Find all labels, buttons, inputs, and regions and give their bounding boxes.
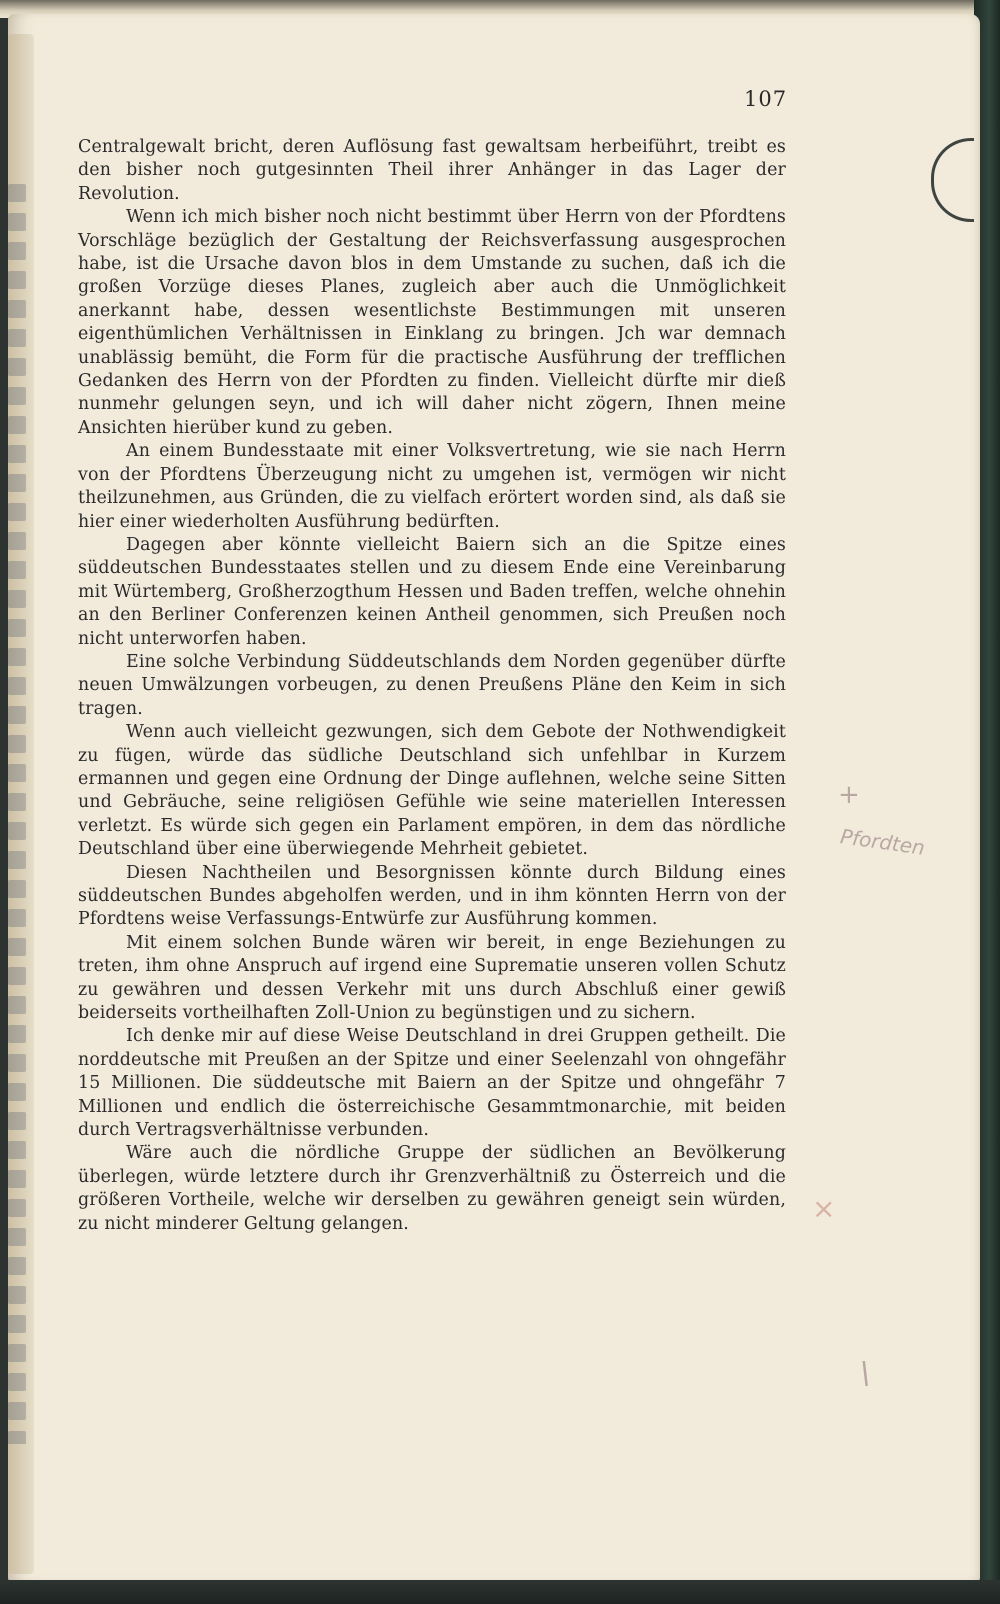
paragraph: Diesen Nachtheilen und Besorgnissen könnte durch Bildung eines süddeutschen Bundes abgeholfen werden, und in ihm könnten Herrn von der Pfordtens weise Verfassungs-Entwürfe zur Ausführung kommen. <box>78 862 786 930</box>
paragraph: Ich denke mir auf diese Weise Deutschland in drei Gruppen getheilt. Die norddeutsche mit Preußen an der Spitze und einer Seelenzahl von ohngefähr 15 Millionen. Die süddeutsche mit Baiern an der Spitze und ohngefähr 7 Millionen und endlich die österreichische Gesammtmonarchie, mit beiden durch Vertragsverhältnisse verbunden. <box>78 1026 786 1141</box>
paragraph: Centralgewalt bricht, deren Auflösung fast gewaltsam herbeiführt, treibt es den bisher noch gutgesinnten Theil ihrer Anhänger in das Lager der Revolution. <box>78 137 786 204</box>
facing-page-bleed <box>8 184 32 1444</box>
pencil-note: × <box>812 1192 836 1225</box>
paragraph: An einem Bundesstaate mit einer Volksvertretung, wie sie nach Herrn von der Pfordtens Überzeugung nicht zu umgehen ist, vermögen wir nicht theilzunehmen, aus Gründen, die zu vielfach erörtert worden sind, als daß sie hier einer wiederholten Ausführung bedürften. <box>78 441 786 532</box>
paragraph: Wenn ich mich bisher noch nicht bestimmt über Herrn von der Pfordtens Vorschläge bezüglich der Gestaltung der Reichsverfassung ausgesprochen habe, ist die Ursache davon blos in dem Umstande zu suchen, daß ich die großen Vorzüge dieses Planes, zugleich aber auch die Unmöglichkeit anerkannt habe, dessen wesentlichste Bestimmungen mit unseren eigenthümlichen Verhältnissen in Einklang zu bringen. Jch war demnach unablässig bemüht, die Form für die practische Ausführung der trefflichen Gedanken des Herrn von der Pfordten zu finden. Vielleicht dürfte mir dieß nunmehr gelungen seyn, und ich will daher nicht zögern, Ihnen meine Ansichten hierüber kund zu geben. <box>78 207 786 438</box>
page-number: 107 <box>744 87 788 111</box>
paragraph: Dagegen aber könnte vielleicht Baiern sich an die Spitze eines süddeutschen Bundesstaates stellen und zu diesem Ende eine Vereinbarung mit Würtemberg, Großherzogthum Hessen und Baden treffen, welche ohnehin an den Berliner Conferenzen keinen Antheil genommen, sich Preußen noch nicht unterworfen haben. <box>78 534 786 649</box>
book-bottom-edge <box>0 1580 1000 1604</box>
paragraph: Eine solche Verbindung Süddeutschlands dem Norden gegenüber dürfte neuen Umwälzungen vorbeugen, zu denen Preußens Pläne den Keim in sich tragen. <box>78 651 786 719</box>
pencil-note: Pfordten <box>838 824 927 860</box>
pencil-note: \ <box>860 1356 871 1391</box>
paragraph: Wäre auch die nördliche Gruppe der südlichen an Bevölkerung überlegen, würde letztere durch ihr Grenzverhältniß zu Österreich und die größeren Vortheile, welche wir derselben zu gewähren geneigt sein würden, zu nicht minderer Geltung gelangen. <box>78 1143 786 1234</box>
paragraph: Mit einem solchen Bunde wären wir bereit, in enge Beziehungen zu treten, ihm ohne Anspruch auf irgend eine Suprematie unseren vollen Schutz zu gewähren und dessen Verkehr mit uns durch Abschluß einer gewiß beiderseits vortheilhaften Zoll-Union zu begünstigen und zu sichern. <box>78 932 786 1024</box>
paragraph: Wenn auch vielleicht gezwungen, sich dem Gebote der Nothwendigkeit zu fügen, würde das südliche Deutschland sich unfehlbar in Kurzem ermannen und gegen eine Ordnung der Dinge auflehnen, welche seine Sitten und Gebräuche, seine religiösen Gefühle wie seine materiellen Interessen verletzt. Es würde sich gegen ein Parlament empören, in dem das nördliche Deutschland über eine überwiegende Mehrheit gebietet. <box>78 722 786 860</box>
pencil-note: + <box>838 780 860 810</box>
body-text <box>78 136 786 1236</box>
